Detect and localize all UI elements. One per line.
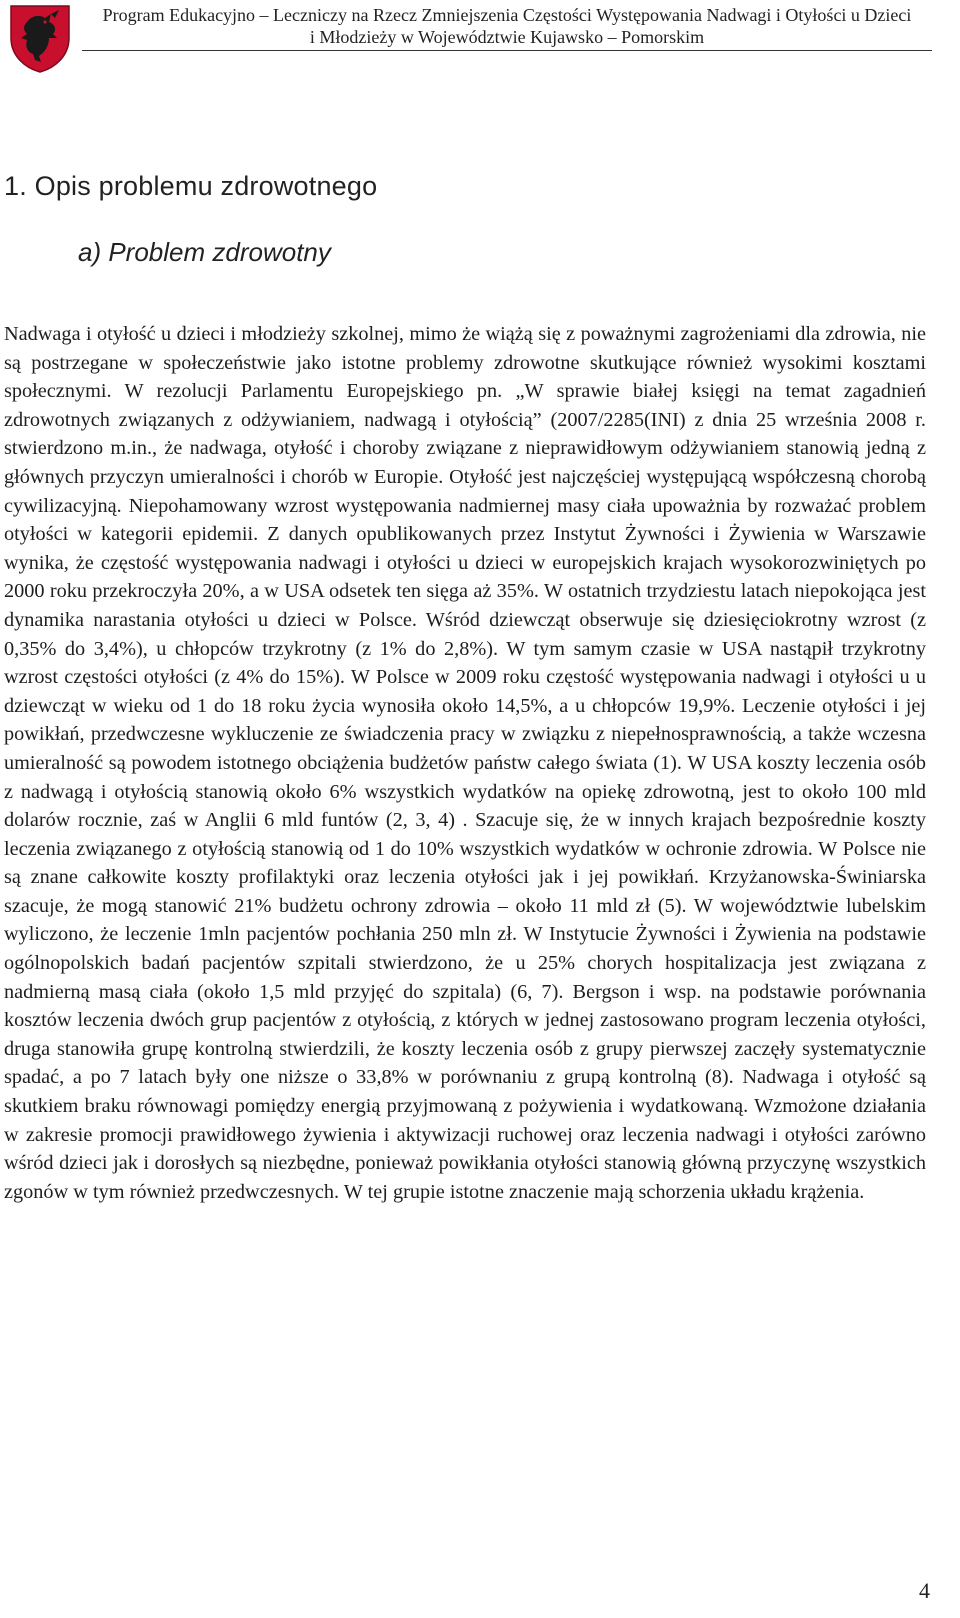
regional-coat-of-arms-icon [5, 2, 75, 74]
section-title: 1. Opis problemu zdrowotnego [4, 171, 378, 201]
page-number: 4 [919, 1578, 930, 1603]
body-paragraph: Nadwaga i otyłość u dzieci i młodzieży szkolnej, mimo że wiążą się z poważnymi zagrożeniami dla zdrowia, nie są postrzegane w społeczeństwie jako istotne problemy zdrowotne skutkujące również wysokimi kosztami społecznymi. W rezolucji Parlamentu Europejskiego pn. „W sprawie białej księgi na temat zagadnień zdrowotnych związanych z odżywianiem, nadwagą i otyłością” (2007/2285(INI) z dnia 25 września 2008 r. stwierdzono m.in., że nadwaga, otyłość i choroby związane z nieprawidłowym odżywianiem stanowią jedną z głównych przyczyn umieralności i chorób w Europie. Otyłość jest najczęściej występującą współczesną chorobą cywilizacyjną. Niepohamowany wzrost występowania nadmiernej masy ciała upoważnia by rozważać problem otyłości w kategorii epidemii. Z danych opublikowanych przez Instytut Żywności i Żywienia w Warszawie wynika, że częstość występowania nadwagi i otyłości u dzieci w europejskich krajach wysokorozwiniętych po 2000 roku przekroczyła 20%, a w USA odsetek ten sięga aż 35%. W ostatnich trzydziestu latach niepokojąca jest dynamika narastania otyłości u dzieci w Polsce. Wśród dziewcząt obserwuje się dziesięciokrotny wzrost (z 0,35% do 3,4%), u chłopców trzykrotny (z 1% do 2,8%). W tym samym czasie w USA nastąpił trzykrotny wzrost częstości otyłości (z 4% do 15%). W Polsce w 2009 roku częstość występowania nadwagi i otyłości u u dziewcząt w wieku od 1 do 18 roku życia wynosiła około 14,5%, a u chłopców 19,9%. Leczenie otyłości i jej powikłań, przedwczesne wykluczenie ze świadczenia pracy w związku z niepełnosprawnością, a także wczesna umieralność są powodem istotnego obciążenia budżetów państw całego świata (1). W USA koszty leczenia osób z nadwagą i otyłością stanowią około 6% wszystkich wydatków na opiekę zdrowotną, jest to około 100 mld dolarów rocznie, zaś w Anglii 6 mld funtów (2, 3, 4) . Szacuje się, że w innych krajach bezpośrednie koszty leczenia związanego z otyłością stanowią od 1 do 10% wszystkich wydatków w ochronie zdrowia. W Polsce nie są znane całkowite koszty profilaktyki oraz leczenia otyłości jak i jej powikłań. Krzyżanowska-Świniarska szacuje, że mogą stanowić 21% budżetu ochrony zdrowia – około 11 mld zł (5). W województwie lubelskim wyliczono, że leczenie 1mln pacjentów pochłania 250 mln zł. W Instytucie Żywności i Żywienia na podstawie ogólnopolskich badań pacjentów szpitali stwierdzono, że u 25% chorych hospitalizacja jest związana z nadmierną masą ciała (około 1,5 mld przyjęć do szpitala) (6, 7). Bergson i wsp. na podstawie porównania kosztów leczenia dwóch grup pacjentów z otyłością, z których w jednej zastosowano program leczenia otyłości, druga stanowiła grupę kontrolną stwierdzili, że koszty leczenia osób z grupy pierwszej zaczęły systematycznie spadać, a po 7 latach były one niższe o 33,8% w porównaniu z grupą kontrolną (8). Nadwaga i otyłość są skutkiem braku równowagi pomiędzy energią przyjmowaną z pożywienia i wydatkowaną. Wzmożone działania w zakresie promocji prawidłowego żywienia i aktywizacji ruchowej oraz leczenia nadwagi i otyłości zarówno wśród dzieci jak i dorosłych są niezbędne, ponieważ powikłania otyłości stanowią główną przyczynę wszystkich zgonów w tym również przedwczesnych. W tej grupie istotne znaczenie mają schorzenia układu krążenia. [4, 323, 926, 1203]
header-divider [82, 50, 932, 51]
header-line-1: Program Edukacyjno – Leczniczy na Rzecz Zmniejszenia Częstości Występowania Nadwagi i Otyłości u Dzieci [102, 5, 912, 25]
document-header [82, 4, 932, 48]
header-line-2: i Młodzieży w Województwie Kujawsko – Pomorskim [309, 27, 705, 47]
subsection-title: a) Problem zdrowotny [78, 237, 331, 267]
